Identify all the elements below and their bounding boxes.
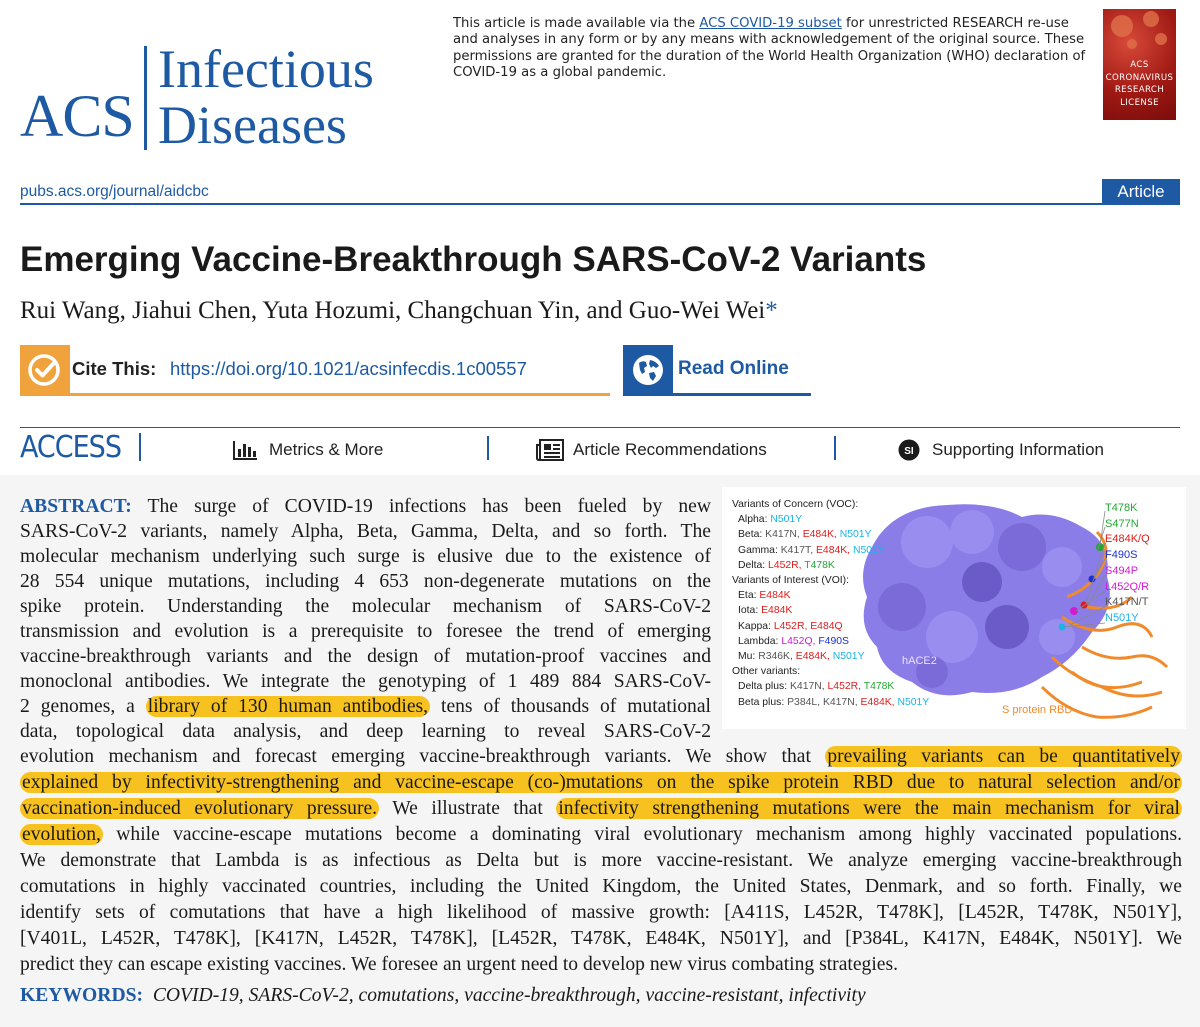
- highlighted-text: vaccination-induced evolutionary pressure.: [22, 798, 378, 819]
- variant-name: Delta plus:: [738, 681, 790, 693]
- abstract-line: molecular mechanism underlying such surge is elusive due to the existence of: [20, 546, 711, 567]
- keywords-line: [20, 985, 866, 1007]
- abstract-line: monoclonal antibodies. We integrate the genotyping of 1 489 884 SARS-CoV-: [20, 671, 711, 692]
- mutation-label: E484K: [759, 590, 791, 602]
- abstract-text: 2 genomes, a: [20, 696, 146, 717]
- read-online-underline: [623, 393, 811, 396]
- license-line: ACS: [1130, 60, 1149, 70]
- legend-variant-row: [732, 512, 929, 527]
- abstract-text: We illustrate that: [379, 798, 557, 819]
- mutation-label: L452R,: [827, 681, 864, 693]
- logo-acs-text: ACS: [20, 83, 134, 149]
- mutation-site-marker: [1070, 607, 1078, 615]
- access-divider: [20, 427, 1180, 428]
- access-separator: [487, 436, 489, 460]
- coronavirus-license-badge[interactable]: [1103, 9, 1176, 120]
- mutation-label: T478K: [804, 559, 835, 571]
- highlighted-text: prevailing variants can be quantitatively: [827, 746, 1180, 767]
- doi-link[interactable]: https://doi.org/10.1021/acsinfecdis.1c00557: [170, 358, 527, 379]
- abstract-line: We demonstrate that Lambda is as infectious as Delta but is more vaccine-resistant. We analyze emerging vaccine-breakthrough: [20, 850, 1182, 871]
- keywords-label: KEYWORDS:: [20, 985, 144, 1006]
- highlighted-text: infectivity strengthening mutations were the main mechanism for viral: [558, 798, 1181, 819]
- legend-variant-row: [732, 679, 929, 694]
- license-line: RESEARCH: [1114, 85, 1165, 95]
- abstract-text: evolution mechanism and forecast emerging vaccine-breakthrough variants. We show that: [20, 746, 826, 767]
- legend-variant-row: [732, 695, 929, 710]
- mutation-label: K417N,: [822, 696, 861, 708]
- article-title: Emerging Vaccine-Breakthrough SARS-CoV-2 Variants: [20, 240, 927, 279]
- globe-icon: [632, 354, 664, 386]
- mutation-label: E484K: [761, 605, 793, 617]
- access-label: ACCESS: [20, 430, 121, 465]
- mutation-label: K417N,: [789, 681, 828, 693]
- read-online-button[interactable]: [623, 345, 811, 395]
- mutation-label: N501Y: [839, 529, 872, 541]
- mutation-label: E484K,: [802, 529, 840, 541]
- legend-group-header: Other variants:: [732, 666, 801, 678]
- article-type-badge: Article: [1102, 179, 1180, 205]
- abstract-line: SARS-CoV-2 variants, namely Alpha, Beta, Gamma, Delta, and so forth. The: [20, 521, 711, 542]
- abstract-line: [20, 771, 1182, 795]
- variant-legend: [732, 497, 929, 710]
- abstract-line: [V401L, L452R, T478K], [K417N, L452R, T478K], [L452R, T478K, E484K, N501Y], and [P384L, K417N, E484K, N501Y]. We: [20, 928, 1182, 949]
- mutation-label: L452R,: [768, 559, 805, 571]
- legend-variant-row: [732, 543, 929, 558]
- site-label: T478K: [1105, 502, 1138, 514]
- abstract-line: [20, 745, 1182, 769]
- mutation-label: N501Y: [770, 514, 803, 526]
- legend-group-header: Variants of Interest (VOI):: [732, 575, 850, 587]
- toc-figure: [722, 487, 1186, 729]
- site-label: F490S: [1105, 549, 1138, 562]
- legend-group-header: Variants of Concern (VOC):: [732, 499, 859, 510]
- mutation-label: N501Y: [852, 544, 885, 556]
- mutation-label: F490S: [818, 635, 849, 647]
- abstract-line: comutations in highly vaccinated countries, including the United Kingdom, the United States, Denmark, and so forth. Finally, we: [20, 876, 1182, 897]
- site-label: E484K/Q: [1105, 533, 1150, 546]
- mutation-site-labels: [1105, 501, 1150, 627]
- author-list: [20, 297, 778, 325]
- legend-variant-row: [732, 527, 929, 542]
- mutation-label: R346K,: [758, 651, 796, 663]
- authors-text: Rui Wang, Jiahui Chen, Yuta Hozumi, Changchuan Yin, and Guo-Wei Wei: [20, 297, 766, 324]
- mutation-label: E484Q: [810, 620, 843, 632]
- site-label: K417N/T: [1105, 596, 1149, 609]
- supporting-info-icon: [898, 439, 920, 461]
- abstract-line: data, topological data analysis, and deep learning to reveal SARS-CoV-2: [20, 721, 711, 742]
- mutation-label: E484K,: [815, 544, 853, 556]
- variant-name: Eta:: [738, 590, 760, 602]
- variant-name: Iota:: [738, 605, 762, 617]
- corresponding-author-link[interactable]: *: [765, 297, 778, 324]
- highlighted-text: explained by infectivity-strengthening and vaccine-escape (co-)mutations on the spike protein RBD due to natural selection and/or: [22, 772, 1180, 793]
- rbd-label: S protein RBD: [1002, 704, 1073, 716]
- notice-text-end: for unrestricted RESEARCH re-use and analyses in any form or by any means with acknowledgement of the original source. These permissions are granted for the duration of the World Health Organization (WHO) declaration of COVID-19 as a global pandemic.: [453, 16, 1086, 80]
- cite-underline: [20, 393, 610, 396]
- metrics-more-link[interactable]: Metrics & More: [269, 440, 384, 459]
- abstract-line: predict they can escape existing vaccines. We foresee an urgent need to develop new virus combating strategies.: [20, 954, 899, 975]
- abstract-line: transmission and evolution is a prerequisite to foresee the trend of emerging: [20, 621, 711, 642]
- site-label: N501Y: [1105, 611, 1139, 624]
- license-line: CORONAVIRUS: [1105, 72, 1174, 83]
- legend-variant-row: [732, 634, 929, 649]
- access-bar-marker: [139, 433, 141, 461]
- notice-text-start: This article is made available via the: [453, 16, 700, 31]
- legend-variant-row: [732, 588, 929, 603]
- variant-name: Kappa:: [738, 620, 774, 632]
- abstract-text: The surge of COVID-19 infections has been fueled by new: [131, 496, 711, 517]
- abstract-line: 28 554 unique mutations, including 4 653 non-degenerate mutations on the: [20, 571, 711, 592]
- highlighted-text: evolution,: [22, 824, 101, 845]
- legend-variant-row: [732, 619, 929, 634]
- access-separator: [834, 436, 836, 460]
- mutation-label: K417N,: [765, 529, 803, 541]
- mutation-label: T478K: [863, 681, 895, 693]
- abstract-line: identify sets of comutations that have a high likelihood of massive growth: [A411S, L452R, T478K], [L452R, T478K, N501Y],: [20, 902, 1182, 923]
- supporting-information-link[interactable]: Supporting Information: [932, 440, 1104, 459]
- header-divider: [20, 203, 1180, 205]
- abstract-line: [20, 797, 1182, 821]
- logo-journal-line2: Diseases: [158, 95, 347, 155]
- read-online-label: Read Online: [678, 358, 789, 379]
- abstract-text: tens of thousands of mutational: [430, 696, 711, 717]
- abstract-text: while vaccine-escape mutations become a dominating viral evolutionary mechanism among highly vaccinated populations.: [102, 824, 1182, 845]
- svg-text:SI: SI: [904, 446, 914, 457]
- abstract-label: ABSTRACT:: [20, 496, 132, 517]
- cite-this-box[interactable]: [20, 345, 610, 395]
- abstract-line: spike protein. Understanding the molecular mechanism of SARS-CoV-2: [20, 596, 711, 617]
- mutation-label: K417T,: [780, 544, 816, 556]
- keywords-list: COVID-19, SARS-CoV-2, comutations, vaccine-breakthrough, vaccine-resistant, infectivity: [152, 985, 866, 1006]
- legend-variant-row: [732, 649, 929, 664]
- variant-name: Delta:: [738, 559, 769, 571]
- hace2-label: hACE2: [902, 655, 937, 667]
- mutation-label: E484K,: [860, 696, 898, 708]
- logo-divider: [144, 46, 147, 150]
- variant-name: Alpha:: [738, 514, 771, 526]
- legend-variant-row: [732, 558, 929, 573]
- abstract-line: [20, 823, 1182, 847]
- legend-variant-row: [732, 603, 929, 618]
- mutation-label: P384L,: [787, 696, 823, 708]
- mutation-label: N501Y: [832, 651, 865, 663]
- journal-url-link[interactable]: pubs.acs.org/journal/aidcbc: [20, 183, 209, 200]
- mutation-label: L452R,: [773, 620, 811, 632]
- site-label: L452Q/R: [1105, 580, 1150, 593]
- cite-this-label: Cite This:: [72, 358, 157, 379]
- site-label: S477N: [1105, 517, 1139, 530]
- variant-name: Mu:: [738, 651, 759, 663]
- highlighted-text: library of 130 human antibodies,: [147, 696, 429, 717]
- variant-name: Lambda:: [738, 635, 782, 647]
- mutation-label: N501Y: [897, 696, 930, 708]
- license-line: LICENSE: [1120, 97, 1159, 108]
- abstract-line: [20, 495, 711, 519]
- covid-subset-link[interactable]: ACS COVID-19 subset: [699, 16, 842, 31]
- variant-name: Beta:: [738, 529, 766, 541]
- check-circle-icon: [27, 353, 63, 387]
- variant-name: Gamma:: [738, 544, 781, 556]
- variant-name: Beta plus:: [738, 696, 788, 708]
- access-notice: [453, 16, 1087, 81]
- article-recommendations-link[interactable]: Article Recommendations: [573, 440, 767, 459]
- license-text: [1103, 59, 1176, 109]
- site-label: S494P: [1105, 564, 1139, 577]
- bar-chart-icon: [232, 439, 258, 461]
- newspaper-icon: [536, 439, 564, 461]
- mutation-label: L452Q,: [781, 635, 819, 647]
- logo-journal-line1: Infectious: [158, 39, 374, 99]
- mutation-label: E484K,: [795, 651, 833, 663]
- abstract-line: vaccine-breakthrough variants and the design of mutation-proof vaccines and: [20, 646, 711, 667]
- abstract-line: [20, 695, 711, 719]
